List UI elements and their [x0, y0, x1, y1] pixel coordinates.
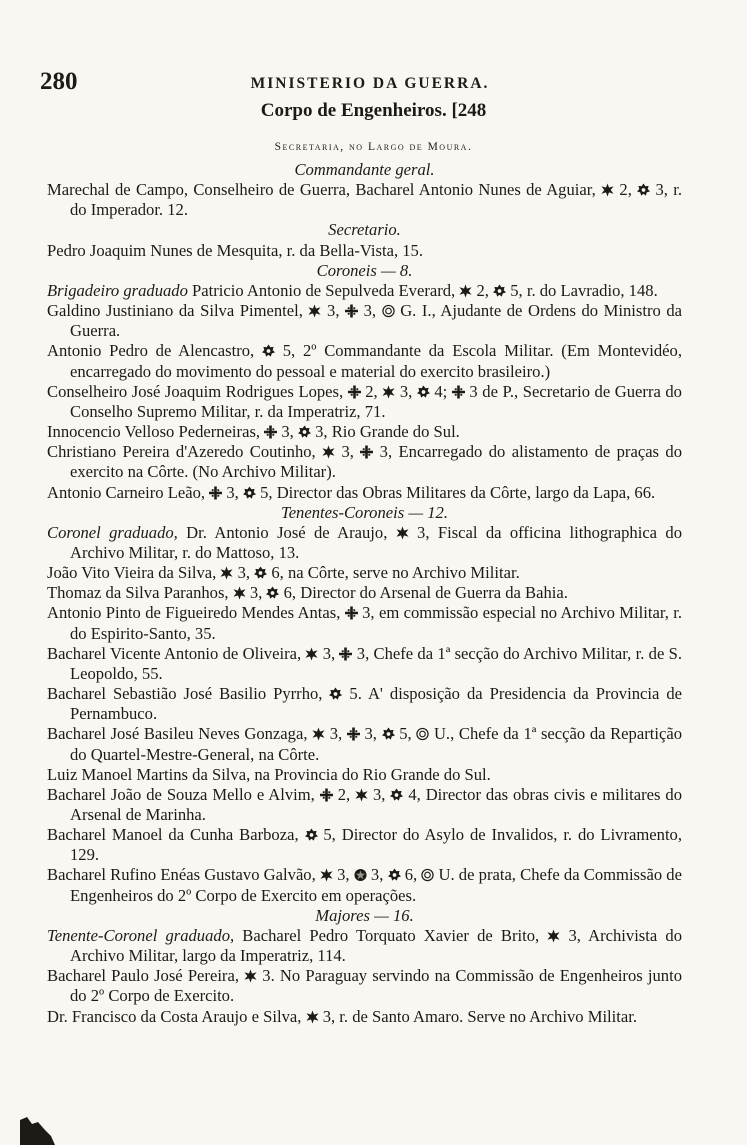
entry-text: Bacharel Manoel da Cunha Barboza, [47, 825, 305, 845]
cross-icon [244, 966, 257, 985]
medal-icon [382, 301, 395, 320]
entry-text: Marechal de Campo, Conselheiro de Guerra, Bacharel Antonio Nunes de Aguiar, [47, 180, 602, 200]
rose-icon [266, 583, 279, 602]
entry-text: João Vito Vieira da Silva, [47, 563, 221, 583]
entry-text: 2, [360, 381, 383, 401]
entry-text: Bacharel Sebastião José Basilio Pyrrho, [47, 684, 330, 704]
roster-entry [47, 825, 682, 865]
avis-icon [209, 483, 222, 502]
entry-text: Conselheiro José Joaquim Rodrigues Lopes, [47, 381, 348, 401]
roster-entry [47, 180, 682, 220]
rose-icon [637, 180, 650, 199]
rose-icon [417, 382, 430, 401]
entry-text: 5, Director das Obras Militares da Côrte, largo da Lapa, 66. [255, 482, 656, 502]
entry-text: 3 de P., Secretario de Guerra do Conselho Supremo Militar, r. da Imperatriz, 71. [70, 381, 682, 421]
medal-icon [421, 865, 434, 884]
roster-entry [47, 442, 682, 482]
rank-qualifier: Brigadeiro graduado [47, 280, 188, 300]
rose-icon [493, 281, 506, 300]
avis-icon [320, 785, 333, 804]
entry-text: Antonio Pinto de Figueiredo Mendes Antas, [47, 603, 345, 623]
entry-text: 3, [233, 563, 255, 583]
entry-text: 3, [335, 442, 361, 462]
section-subtitle [0, 141, 747, 153]
avis-icon [360, 442, 373, 461]
document-body [47, 160, 682, 1027]
cross-icon [322, 442, 335, 461]
entry-text: 3, r. de Santo Amaro. Serve no Archivo Militar. [318, 1006, 638, 1026]
entry-text: 5, r. do Lavradio, 148. [506, 280, 658, 300]
cross-icon [308, 301, 321, 320]
roster-entry [47, 301, 682, 341]
entry-text: Dr. Francisco da Costa Araujo e Silva, [47, 1006, 306, 1026]
roster-entry [47, 865, 682, 905]
entry-text: Bacharel Rufino Enéas Gustavo Galvão, [47, 865, 320, 885]
cross-icon [382, 382, 395, 401]
cross-icon [233, 583, 246, 602]
roster-entry [47, 926, 682, 966]
medal-icon [416, 724, 429, 743]
entry-text: Christiano Pereira d'Azeredo Coutinho, [47, 442, 323, 462]
cross-icon [305, 644, 318, 663]
avis-icon [345, 603, 358, 622]
cross-icon [320, 865, 333, 884]
entry-text: U., Chefe da 1ª secção da Repartição do Quartel-Mestre-General, na Côrte. [70, 724, 682, 764]
rose-icon [329, 684, 342, 703]
roster-entry [47, 382, 682, 422]
entry-text: Bacharel João de Souza Mello e Alvim, [47, 784, 320, 804]
section-heading: Commandante geral. [294, 160, 435, 179]
entry-text: 2, [614, 180, 638, 200]
entry-text: 3, [395, 381, 417, 401]
entry-text: 3, Fiscal da officina lithographica do Archivo Militar, r. do Mattoso, 13. [70, 522, 682, 562]
page-number: 280 [40, 68, 78, 95]
entry-text: 2, [332, 784, 356, 804]
entry-text: Patricio Antonio de Sepulveda Everard, [187, 280, 460, 300]
cross-icon [547, 926, 560, 945]
entry-text: Pedro Joaquim Nunes de Mesquita, r. da Bella-Vista, 15. [47, 240, 423, 260]
entry-text: 5, [394, 724, 417, 744]
entry-text: Antonio Carneiro Leão, [47, 482, 210, 502]
entry-text: G. I., Ajudante de Ordens do Ministro da Guerra. [70, 301, 682, 341]
entry-text: Innocencio Velloso Pederneiras, [47, 422, 265, 442]
entry-text: 3, [359, 724, 382, 744]
rose-icon [254, 563, 267, 582]
cross-icon [312, 724, 325, 743]
entry-text: 3, [321, 301, 346, 321]
roster-entry [47, 583, 682, 603]
avis-icon [339, 644, 352, 663]
entry-text: Luiz Manoel Martins da Silva, na Provincia do Rio Grande do Sul. [47, 764, 491, 784]
entry-text: Bacharel Vicente Antonio de Oliveira, [47, 643, 306, 663]
entry-text: 3, Chefe da 1ª secção do Archivo Militar, r. de S. Leopoldo, 55. [70, 643, 683, 683]
roster-entry [47, 281, 682, 301]
entry-text: U. de prata, Chefe da Commissão de Engenheiros do 2º Corpo de Exercito em operações. [70, 865, 682, 905]
roster-entry [47, 785, 682, 825]
entry-text: Bacharel José Basileu Neves Gonzaga, [47, 724, 313, 744]
entry-text: Antonio Pedro de Alencastro, [47, 341, 262, 361]
cross-icon [355, 785, 368, 804]
entry-text: 6, [400, 865, 422, 885]
entry-text: Thomaz da Silva Paranhos, [47, 583, 233, 603]
entry-text: 3, r. do Imperador. 12. [70, 180, 682, 220]
roster-entry [47, 684, 682, 724]
roster-entry [47, 241, 682, 261]
roster-entry [47, 966, 682, 1006]
entry-text: 6, na Côrte, serve no Archivo Militar. [267, 563, 520, 583]
roster-entry [47, 483, 682, 503]
rose-icon [262, 341, 275, 360]
cross-icon [459, 281, 472, 300]
entry-text: 5, 2º Commandante da Escola Militar. (Em Montevidéo, encarregado do movimento do pessoal e material do exercito brasileiro.) [70, 341, 682, 381]
entry-text: 3. No Paraguay servindo na Commissão de Engenheiros junto do 2º Corpo de Exercito. [70, 966, 682, 1006]
rank-qualifier: Tenente-Coronel graduado, [47, 925, 235, 945]
entry-text: 3, [332, 865, 354, 885]
cross-icon [220, 563, 233, 582]
entry-text: 3, Archivista do Archivo Militar, largo da Imperatriz, 114. [70, 925, 682, 966]
entry-text: 3, [245, 583, 267, 603]
roster-entry [47, 644, 682, 684]
roster-entry [47, 422, 682, 442]
section-title: Corpo de Engenheiros. [248 [260, 100, 487, 121]
cross-icon [601, 180, 614, 199]
entry-text: 3, [318, 643, 340, 663]
entry-text: Bacharel Paulo José Pereira, [47, 966, 245, 986]
entry-text: 3, Rio Grande do Sul. [310, 422, 460, 442]
entry-text: 4; [429, 381, 452, 401]
rose-icon [390, 785, 403, 804]
roster-entry [47, 765, 682, 785]
subtitle-text: Secretaria, no Largo de Moura. [274, 141, 473, 153]
section-heading: Coroneis — 8. [316, 260, 413, 280]
entry-text: 5. A' disposição da Presidencia da Provincia de Pernambuco. [70, 684, 682, 724]
entry-text: 5, Director do Asylo de Invalidos, r. do Livramento, 129. [70, 825, 682, 865]
entry-text: 6, Director do Arsenal de Guerra da Bahia. [279, 583, 568, 603]
running-title: MINISTERIO DA GUERRA. [250, 75, 490, 92]
entry-text: 2, [472, 280, 494, 300]
entry-text: 3, [368, 784, 391, 804]
roster-entry [47, 603, 682, 643]
avis-icon [348, 382, 361, 401]
section-heading: Tenentes-Coroneis — 12. [280, 502, 448, 522]
avis-icon [347, 724, 360, 743]
rose-icon [305, 825, 318, 844]
rose-icon [388, 865, 401, 884]
entry-text: 3, [222, 482, 243, 502]
entry-text: 4, Director das obras civis e militares do Arsenal de Marinha. [70, 784, 682, 824]
entry-text: 3, [325, 724, 347, 744]
entry-text: 3, [277, 422, 298, 442]
section-heading: Secretario. [328, 220, 401, 240]
entry-text: Bacharel Pedro Torquato Xavier de Brito, [234, 925, 548, 945]
cross-icon [396, 523, 409, 542]
roster-entry [47, 724, 682, 764]
avis-icon [452, 382, 465, 401]
roster-entry [47, 341, 682, 381]
rose-icon [243, 483, 256, 502]
roster-entry [47, 563, 682, 583]
entry-text: Dr. Antonio José de Araujo, [177, 522, 396, 542]
rank-qualifier: Coronel graduado, [47, 522, 178, 542]
roster-entry [47, 1007, 682, 1027]
avis-icon [264, 422, 277, 441]
star-icon [354, 865, 367, 884]
cross-icon [306, 1007, 319, 1026]
entry-text: 3, [358, 301, 382, 321]
roster-entry [47, 523, 682, 563]
avis-icon [345, 301, 358, 320]
rose-icon [298, 422, 311, 441]
rose-icon [382, 724, 395, 743]
entry-text: 3, em commissão especial no Archivo Militar, r. do Espirito-Santo, 35. [70, 603, 682, 643]
entry-text: 3, Encarregado do alistamento de praças do exercito na Côrte. (No Archivo Militar). [70, 442, 682, 482]
entry-text: Galdino Justiniano da Silva Pimentel, [47, 301, 309, 321]
section-heading: Majores — 16. [315, 905, 414, 925]
entry-text: 3, [366, 865, 388, 885]
page-header [40, 64, 700, 96]
scan-corner-mark [18, 1112, 56, 1145]
